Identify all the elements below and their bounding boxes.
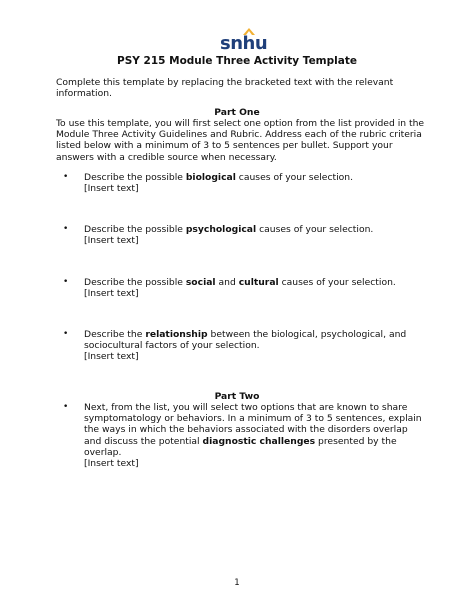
insert-text-placeholder[interactable]: [Insert text]	[84, 351, 139, 363]
insert-text-placeholder[interactable]: [Insert text]	[84, 183, 139, 195]
bullet-text-pre: Describe the possible	[84, 224, 186, 235]
list-item	[84, 277, 424, 299]
bullet-text-post: presented by the overlap.	[84, 435, 397, 458]
list-item	[84, 402, 424, 469]
bullet-text-post: between the biological, psychological, and sociocultural factors of your selection.	[84, 329, 407, 352]
page-number: 1	[234, 578, 240, 588]
part-two-heading: Part Two	[214, 391, 260, 402]
insert-text-placeholder[interactable]: [Insert text]	[84, 458, 139, 470]
list-item	[84, 329, 424, 363]
insert-text-placeholder[interactable]: [Insert text]	[84, 288, 139, 300]
bullet-marker: •	[63, 224, 69, 234]
part-one-body: To use this template, you will first select one option from the list provided in the Module Three Activity Guidelines and Rubric. Address each of the rubric criteria listed below with a minimum of 3 to 5 sentences per bullet. Support your answers with a credible source when necessary.	[56, 118, 425, 163]
bullet-text-bold: diagnostic challenges	[202, 435, 316, 447]
bullet-marker: •	[63, 329, 69, 339]
bullet-text-bold: biological	[185, 172, 236, 183]
logo-text: snhu	[220, 33, 268, 54]
bullet-text-bold-2: cultural	[238, 277, 279, 288]
list-item	[84, 172, 424, 194]
bullet-text-bold: social	[185, 277, 216, 288]
bullet-text-pre: Describe the	[84, 329, 146, 340]
snhu-logo	[220, 27, 268, 57]
bullet-text-bold: psychological	[185, 224, 257, 235]
bullet-text-mid: and	[215, 277, 239, 288]
bullet-text-pre: Describe the possible	[84, 172, 186, 183]
insert-text-placeholder[interactable]: [Insert text]	[84, 235, 139, 247]
bullet-text-post: causes of your selection.	[278, 277, 396, 288]
bullet-text-post: causes of your selection.	[235, 172, 354, 183]
part-one-heading: Part One	[214, 107, 260, 118]
bullet-text-pre: Next, from the list, you will select two options that are known to share symptomatology or behaviors. In a minimum of 3 to 5 sentences, explain the ways in which the behaviors associated with the disorders overlap and discuss the potential	[84, 402, 422, 447]
bullet-marker: •	[63, 402, 69, 412]
bullet-text-bold: relationship	[145, 329, 208, 340]
intro-paragraph: Complete this template by replacing the bracketed text with the relevant information.	[56, 77, 394, 100]
bullet-text-pre: Describe the possible	[84, 277, 186, 288]
bullet-marker: •	[63, 172, 69, 182]
bullet-marker: •	[63, 277, 69, 287]
list-item	[84, 224, 424, 246]
document-title: PSY 215 Module Three Activity Template	[117, 55, 357, 67]
bullet-text-post: causes of your selection.	[256, 224, 374, 235]
